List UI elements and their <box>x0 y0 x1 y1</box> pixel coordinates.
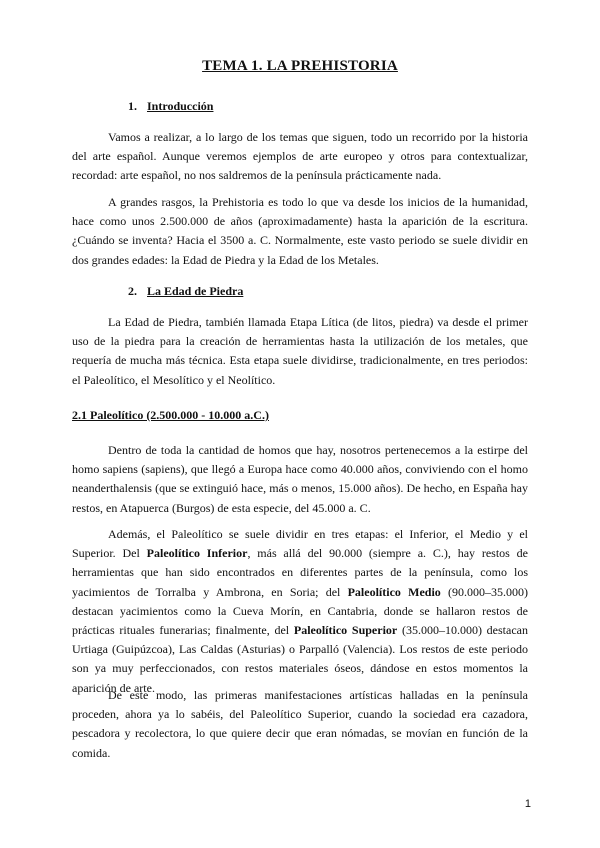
paragraph-paleolitico-1: Dentro de toda la cantidad de homos que hay, nosotros pertenecemos a la estirpe del homo sapiens (sapiens), que llegó a Europa hace como 40.000 años, conviviendo con el homo neanderthalensis (que se extinguió hace, más o menos, 15.000 años). De hecho, en España hay restos, en Atapuerca (Burgos) de esta especie, del 45.000 a. C. <box>72 443 528 515</box>
subsection-heading-paleolitico: 2.1 Paleolítico (2.500.000 - 10.000 a.C.) <box>72 408 269 422</box>
text-run: , más allá del 90.000 (siempre a. C.), hay restos de herramientas que han sido encontrados en diferentes partes de la península, como los yacimientos de Torralba y Ambrona, en Soria; del <box>72 546 528 599</box>
paragraph-paleolitico-3: De este modo, las primeras manifestaciones artísticas halladas en la península proceden, ahora ya lo sabéis, del Paleolítico Superior, cuando la sociedad era cazadora, pescadora y recolectora, lo que quiere decir que eran nómadas, se movían en función de la comida. <box>72 688 528 760</box>
paragraph-intro-1: Vamos a realizar, a lo largo de los temas que siguen, todo un recorrido por la historia del arte español. Aunque veremos ejemplos de arte europeo y otros para contextualizar, recordad: arte español, no nos saldremos de la península prácticamente nada. <box>72 130 528 183</box>
page-number: 1 <box>524 798 531 810</box>
paragraph-intro-2: A grandes rasgos, la Prehistoria es todo lo que va desde los inicios de la humanidad, hace como unos 2.500.000 de años (aproximadamente) hasta la aparición de la escritura. ¿Cuándo se inventa? Hacia el 3500 a. C. Normalmente, este vasto periodo se suele dividir en dos grandes edades: la Edad de Piedra y la Edad de los Metales. <box>72 195 528 267</box>
bold-term-paleolitico-superior: Paleolítico Superior <box>293 623 398 638</box>
text-run: Además, el Paleolítico se suele dividir en tres etapas: el Inferior, el Medio y el Superior. Del <box>72 527 528 561</box>
section-title: Introducción <box>147 99 214 113</box>
paragraph-edad-de-piedra-1: La Edad de Piedra, también llamada Etapa Lítica (de litos, piedra) va desde el primer uso de la piedra para la creación de herramientas hasta la utilización de los metales, que requería de mucha más técnica. Esta etapa suele dividirse, tradicionalmente, en tres periodos: el Paleolítico, el Mesolítico y el Neolítico. <box>72 315 528 387</box>
document-title: TEMA 1. LA PREHISTORIA <box>202 58 398 74</box>
section-heading-introduccion <box>128 99 213 114</box>
bold-term-paleolitico-inferior: Paleolítico Inferior <box>146 546 248 561</box>
paragraph-paleolitico-2 <box>72 525 528 698</box>
text-run: (35.000–10.000) destacan Urtiaga (Guipúzcoa), Las Caldas (Asturias) o Parpalló (Valencia). Los restos de este periodo son ya muy perfeccionados, con restos materiales óseos, dándose en estos momentos la aparición de arte. <box>72 623 528 695</box>
section-title: La Edad de Piedra <box>147 284 244 298</box>
section-number: 1. <box>128 99 137 113</box>
bold-term-paleolitico-medio: Paleolítico Medio <box>347 584 441 599</box>
section-heading-edad-de-piedra <box>128 284 243 299</box>
text-run: (90.000–35.000) destacan yacimientos como la Cueva Morín, en Cantabria, donde se hallaron restos de prácticas rituales funerarias; finalmente, del <box>72 584 529 638</box>
section-number: 2. <box>128 284 137 298</box>
